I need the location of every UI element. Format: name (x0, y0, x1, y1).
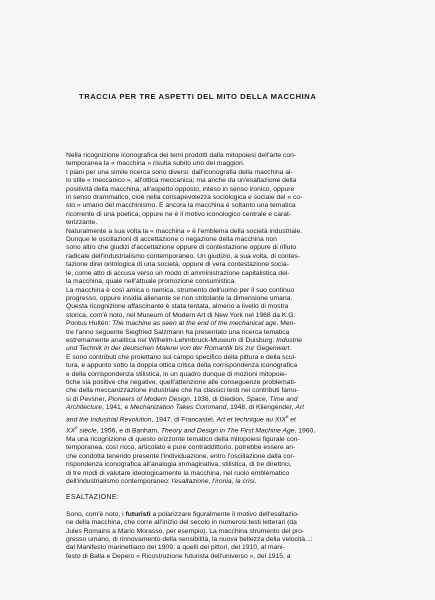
book-title: und Technik in der deutschen Malerei von der Romantik bis zur Gegenwart (66, 345, 290, 353)
text-run: si di Pevsner, (66, 395, 109, 403)
text-run: , 1936, di Giedion, (189, 395, 247, 403)
text-line: positività della macchina, all'aspetto opposto, inteso in senso ironico, oppure (66, 185, 295, 193)
text-line: di tre modi di valutare ideologicamente la macchina, nel ruolo emblematico (66, 469, 290, 477)
text-line: E sono contributi che proiettano sul campo specifico della pittura e della scul- (66, 353, 297, 361)
book-title: Theory and Design in The First Machine Age (160, 427, 295, 435)
paragraph-2 (66, 169, 390, 228)
text-run: dell'industrialismo contemporaneo: (66, 477, 172, 485)
text-line: Nella ricognizione iconografica dei temi prodotti dalla mitopoiesi dell'arte con- (66, 152, 297, 159)
spacer (66, 486, 390, 494)
paragraph-4 (66, 287, 390, 436)
text-line: temporanea, così ricco, articolato e pure contraddittorio, potrebbe essere an- (66, 444, 296, 452)
book-title: XX (66, 427, 76, 435)
text-line: Dunque le oscillazioni di accettazione o negazione della macchina non (66, 236, 277, 244)
book-title: Architecture (66, 404, 103, 412)
text-line: sono altro che giudizi d'accettazione oppure di contestazione oppure di rifiuto (66, 244, 297, 252)
text-line (66, 478, 390, 486)
book-title: Space, Time and (246, 395, 298, 403)
text-line: rispondenza iconografica all'analogia immaginativa, stilistica, di tre direttrici, (66, 461, 292, 469)
text-line: progresso, oppure insidia alienante se non stritolante la dimensione umana. (66, 294, 293, 302)
paragraph-5 (66, 436, 390, 486)
spacer (66, 503, 390, 511)
emphasis: futuristi (125, 510, 151, 518)
text-line (66, 396, 390, 404)
text-line: le, come atto di accusa verso un modo di amministrazione capitalistica del- (66, 269, 290, 277)
book-title: Art (295, 404, 305, 412)
paragraph-3 (66, 228, 390, 287)
document-body (66, 152, 390, 561)
text-line: lo stile « meccanico », all'ottica meccanica; ma anche da un'esaltazione della (66, 177, 297, 185)
text-line: e della corrispondenza stilistica, in un quadro dunque di mozioni mitopoie- (66, 370, 288, 378)
text-line: I piani per una simile ricerca sono diversi: dall'iconografia della macchina al- (66, 168, 293, 176)
text-line (66, 320, 390, 328)
text-run: estremamente analitica nel Wilhelm-Lehmbruck-Museum di Duisburg: (66, 336, 277, 344)
text-line: gresso umano, di rinnovamento della sensibilità, la nuova bellezza della velocità...: (66, 535, 313, 543)
book-title: and the Industrial Revolution (66, 415, 152, 423)
superscript: e (285, 413, 289, 419)
text-line (66, 337, 390, 345)
text-line (66, 404, 390, 412)
text-line: dal Manifesto marinettiano del 1909, a quelli dei pittori, del 1910, al mani- (66, 544, 285, 552)
text-run: Sono, com'è noto, i (66, 510, 126, 518)
book-title: Industrie (276, 336, 302, 344)
text-run: , 1947, di Francastel, (151, 415, 217, 423)
text-line (66, 424, 390, 436)
text-run: . Men- (276, 320, 296, 328)
text-line: tiche sia positive che negative, quell'attenzione alle conseguenze problemati- (66, 378, 297, 386)
text-line: tura, e appunto sotto la doppia ottica critica della corrispondenza iconografica (66, 362, 298, 370)
book-title: et (288, 415, 296, 423)
text-run: Pontus Hultén: (66, 320, 113, 328)
text-line: Questa ricognizione affascinante è stata tentata, almeno a livello di mostra (66, 303, 289, 311)
text-line: Ma una ricognizione di questo orizzonte tematico della mitopoiesi figurale con- (66, 435, 300, 443)
text-line (66, 345, 390, 353)
book-title: Pioneers of Modern Design (108, 395, 190, 403)
page-title: TRACCIA PER TRE ASPETTI DEL MITO DELLA MACCHINA (79, 92, 317, 101)
text-run: , 1960. (294, 427, 316, 435)
text-line: tre l'anno seguente Siegfried Salzmann ha presentato una ricerca tematica (66, 328, 290, 336)
text-line (66, 413, 390, 425)
text-run: , 1941, e (102, 404, 131, 412)
text-line: Naturalmente a sua volta la « macchina » è l'emblema della società industriale. (66, 227, 303, 235)
paragraph-1 (66, 152, 390, 169)
text-run: . (254, 477, 257, 485)
text-line: che della meccanizzazione industriale che ha classici testi nei contributi famo- (66, 387, 299, 395)
text-run: a polarizzare figuralmente il motivo dell'esaltazio- (150, 510, 300, 518)
book-title: siècle (77, 427, 97, 435)
section-heading: ESALTAZIONE: (66, 494, 120, 502)
text-line: sto » umano del macchinismo. E ancora la macchina è soltanto una tematica (66, 202, 296, 210)
text-line: in senso drammatico, cioè nella consapevolezza sociologica e sociale del « co- (66, 194, 303, 202)
text-run: . (289, 345, 292, 353)
text-line: tazione direi ontologica di una società, oppure di vera contestazione socia- (66, 261, 289, 269)
text-line: festo di Balla e Depero « Ricostruzione futurista dell'universo », del 1915, a (66, 552, 291, 560)
text-line: ne della macchina, che corre all'inizio del secolo in numerosi testi letterari (da (66, 519, 297, 527)
text-run: , 1948, di Kliengender, (226, 404, 296, 412)
text-line: che condotta tenendo presente l'individuazione, entro l'oscillazione dalla cor- (66, 452, 295, 460)
text-line: la macchina, quale nell'attuale promozione consumistica. (66, 278, 237, 286)
text-run: , 1956, e di Banham, (96, 427, 161, 435)
book-title: The machine as seen at the end of the mechanical age (112, 320, 277, 328)
book-title: Art et technique au XIX (216, 415, 286, 423)
text-line: storica, com'è noto, nel Museum of Modern Art di New York nel 1968 da K.G. (66, 311, 296, 319)
text-line: Jules Romains a Mario Morasso, per esempio). La macchina strumento del pro- (66, 527, 305, 535)
emphasis: l'esaltazione, l'ironia, la crisi (171, 477, 255, 485)
text-line: La macchina è così amica o nemica, strumento dell'uomo per il suo continuo (66, 286, 295, 294)
text-line: ricorrente di una poetica, oppure ne è il motivo iconologico centrale e carat- (66, 210, 292, 218)
text-line: terizzante. (66, 219, 98, 227)
text-line (66, 511, 390, 519)
book-title: Mechanization Takes Command (130, 404, 227, 412)
superscript: e (75, 425, 78, 431)
paragraph-6 (66, 511, 390, 561)
text-line: radicale dell'industrialismo contemporaneo. Un giudizio, a sua volta, di contes- (66, 252, 300, 260)
text-line: temporanea la « macchina » risulta subito uno dei maggiori. (66, 160, 245, 168)
